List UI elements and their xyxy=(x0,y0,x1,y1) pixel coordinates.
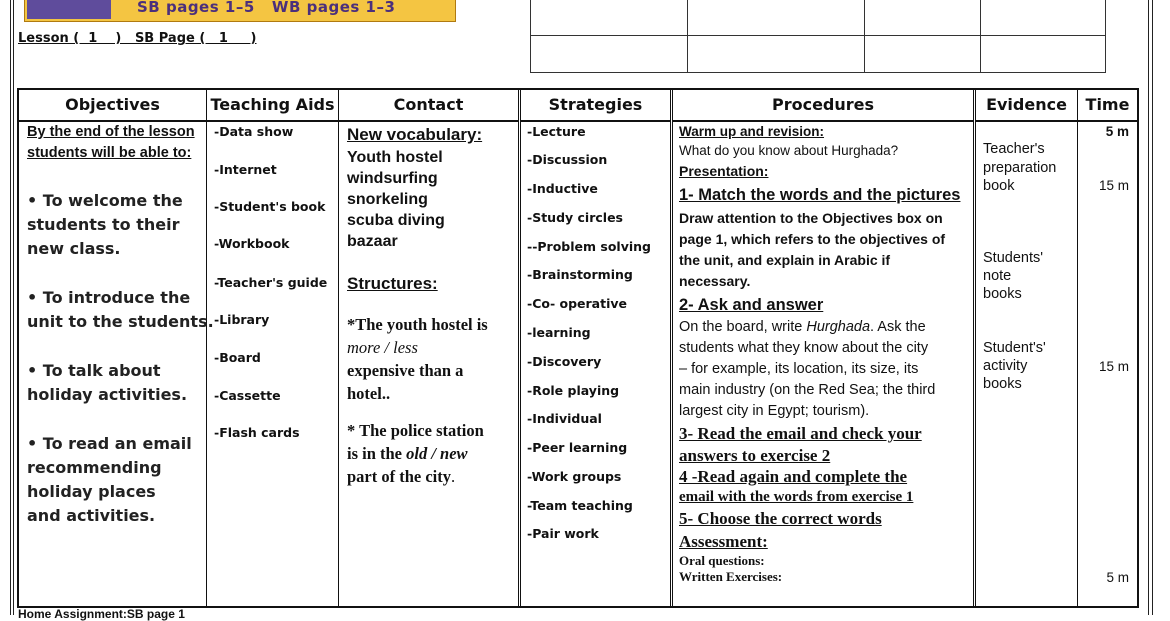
structures-heading: Structures: xyxy=(347,274,438,293)
contact-header: Contact xyxy=(339,90,518,122)
objective-2-line2: unit to the students. xyxy=(27,312,214,331)
step-2-text-part: . Ask the xyxy=(870,319,926,335)
objectives-intro-line2: students will be able to: xyxy=(27,145,192,161)
evidence-item-line: book xyxy=(983,178,1015,194)
objective-4-line1: • To read an email xyxy=(27,434,192,453)
strategy-item: -learning xyxy=(527,325,591,340)
unit-banner xyxy=(24,0,456,22)
page-frame-right xyxy=(1152,0,1153,615)
structure-2-italic: old / new xyxy=(406,444,468,463)
step-4-heading: 4 -Read again and complete the xyxy=(679,467,908,486)
teaching-aid-item: -Board xyxy=(214,350,261,365)
strategies-header: Strategies xyxy=(521,90,670,122)
grid-cell xyxy=(981,36,1106,73)
grid-cell xyxy=(688,36,865,73)
home-assignment: Home Assignment:SB page 1 xyxy=(18,607,185,621)
strategies-column xyxy=(521,90,673,606)
step-2-text: students what they know about the city xyxy=(679,340,929,356)
objectives-header: Objectives xyxy=(19,90,206,122)
structure-2-text: part of the city xyxy=(347,467,452,486)
step-1-text: page 1, which refers to the objectives of xyxy=(679,231,946,247)
strategy-item: -Brainstorming xyxy=(527,267,633,282)
objective-4-line3: holiday places xyxy=(27,482,156,501)
vocabulary-word: scuba diving xyxy=(347,212,445,229)
structure-1-line3: expensive than a xyxy=(347,361,464,380)
procedures-header: Procedures xyxy=(673,90,973,122)
assessment-oral: Oral questions: xyxy=(679,553,765,568)
vocabulary-word: bazaar xyxy=(347,233,398,250)
structure-1-line1: *The youth hostel is xyxy=(347,315,488,334)
time-value: 15 m xyxy=(1098,359,1129,374)
objective-1-line1: • To welcome the xyxy=(27,191,183,210)
vocabulary-word: Youth hostel xyxy=(347,149,443,166)
assessment-heading: Assessment: xyxy=(679,532,768,551)
evidence-item-line: books xyxy=(983,376,1022,392)
structure-2-text: is in the xyxy=(347,444,407,463)
teaching-aids-header: Teaching Aids xyxy=(207,90,338,122)
step-2-text: – for example, its location, its size, its xyxy=(679,361,919,377)
objectives-intro-line1: By the end of the lesson xyxy=(27,124,195,140)
grid-cell xyxy=(688,0,865,36)
strategy-item: -Inductive xyxy=(527,181,598,196)
step-2-text xyxy=(679,319,926,335)
structure-1-line2: more / less xyxy=(347,338,418,357)
warmup-question: What do you know about Hurghada? xyxy=(679,143,899,158)
evidence-item-line: Students' xyxy=(983,250,1044,266)
step-3-heading: 3- Read the email and check your xyxy=(679,424,922,443)
objectives-column xyxy=(19,90,214,606)
vocabulary-word: snorkeling xyxy=(347,191,428,208)
teaching-aid-item: -Internet xyxy=(214,162,277,177)
step-4-heading-cont: email with the words from exercise 1 xyxy=(679,489,914,505)
structure-1-line4: hotel.. xyxy=(347,384,391,403)
strategy-item: --Problem solving xyxy=(527,239,651,254)
teaching-aid-item: -Data show xyxy=(214,124,294,139)
warmup-heading: Warm up and revision: xyxy=(679,124,825,139)
time-column xyxy=(1078,90,1137,606)
grid-cell xyxy=(981,0,1106,36)
procedures-column xyxy=(673,90,976,606)
teaching-aid-item: -Cassette xyxy=(214,388,281,403)
teaching-aids-column xyxy=(207,90,339,606)
vocabulary-heading: New vocabulary: xyxy=(347,125,483,144)
grid-cell xyxy=(531,36,688,73)
objective-3-line1: • To talk about xyxy=(27,361,161,380)
teaching-aid-item: -Teacher's guide xyxy=(214,275,328,290)
presentation-heading: Presentation: xyxy=(679,163,769,179)
objective-4-line2: recommending xyxy=(27,458,162,477)
teaching-aid-item: -Workbook xyxy=(214,236,290,251)
vocabulary-word: windsurfing xyxy=(347,170,438,187)
lesson-plan-table xyxy=(17,88,1139,608)
evidence-item-line: Teacher's xyxy=(983,141,1045,157)
step-2-italic: Hurghada xyxy=(806,319,871,335)
contact-column xyxy=(339,90,521,606)
strategy-item: -Individual xyxy=(527,411,602,426)
step-1-text: Draw attention to the Objectives box on xyxy=(679,210,943,226)
objective-1-line3: new class. xyxy=(27,239,121,258)
time-value: 15 m xyxy=(1098,178,1129,193)
step-1-text: the unit, and explain in Arabic if xyxy=(679,252,891,268)
strategy-item: -Co- operative xyxy=(527,296,627,311)
page-frame-left xyxy=(10,0,11,615)
grid-cell xyxy=(865,0,981,36)
evidence-item-line: preparation xyxy=(983,160,1057,176)
time-header: Time xyxy=(1078,90,1137,122)
strategy-item: -Pair work xyxy=(527,526,599,541)
page-frame-left-inner xyxy=(13,0,14,615)
step-2-heading: 2- Ask and answer xyxy=(679,296,824,314)
grid-cell xyxy=(531,0,688,36)
evidence-item-line: Student's' xyxy=(983,340,1046,356)
lesson-line: Lesson ( 1 ) SB Page ( 1 ) xyxy=(18,31,257,46)
objective-2-line1: • To introduce the xyxy=(27,288,191,307)
top-right-grid xyxy=(530,0,1106,73)
step-2-text: largest city in Egypt; tourism). xyxy=(679,403,870,419)
evidence-item-line: note xyxy=(983,268,1012,284)
evidence-item-line: books xyxy=(983,286,1022,302)
step-2-text-part: On the board, write xyxy=(679,319,807,335)
banner-pages-text: SB pages 1–5 WB pages 1–3 xyxy=(137,0,396,16)
strategy-item: -Discovery xyxy=(527,354,602,369)
step-1-text: necessary. xyxy=(679,273,751,289)
structure-2-period: . xyxy=(451,467,456,486)
evidence-header: Evidence xyxy=(976,90,1077,122)
objective-1-line2: students to their xyxy=(27,215,180,234)
page-frame-right-inner xyxy=(1148,0,1149,615)
objective-4-line4: and activities. xyxy=(27,506,156,525)
unit-badge xyxy=(27,0,111,19)
teaching-aid-item: -Flash cards xyxy=(214,425,300,440)
objective-3-line2: holiday activities. xyxy=(27,385,188,404)
strategy-item: -Team teaching xyxy=(527,498,633,513)
structure-2-line2 xyxy=(347,444,468,464)
step-5-heading: 5- Choose the correct words xyxy=(679,509,882,528)
structure-2-line3 xyxy=(347,467,455,487)
evidence-item-line: activity xyxy=(983,358,1028,374)
assessment-written: Written Exercises: xyxy=(679,569,783,584)
strategy-item: -Lecture xyxy=(527,124,586,139)
step-1-heading: 1- Match the words and the pictures xyxy=(679,186,961,204)
strategy-item: -Peer learning xyxy=(527,440,628,455)
evidence-column xyxy=(976,90,1078,606)
strategy-item: -Study circles xyxy=(527,210,623,225)
teaching-aid-item: -Student's book xyxy=(214,199,326,214)
teaching-aid-item: -Library xyxy=(214,312,270,327)
strategy-item: -Discussion xyxy=(527,152,608,167)
strategy-item: -Role playing xyxy=(527,383,620,398)
time-value: 5 m xyxy=(1105,124,1129,139)
grid-cell xyxy=(865,36,981,73)
strategy-item: -Work groups xyxy=(527,469,622,484)
time-value: 5 m xyxy=(1106,570,1129,585)
structure-2-line1: * The police station xyxy=(347,421,484,440)
step-2-text: main industry (on the Red Sea; the third xyxy=(679,382,936,398)
step-3-heading-cont: answers to exercise 2 xyxy=(679,446,831,465)
